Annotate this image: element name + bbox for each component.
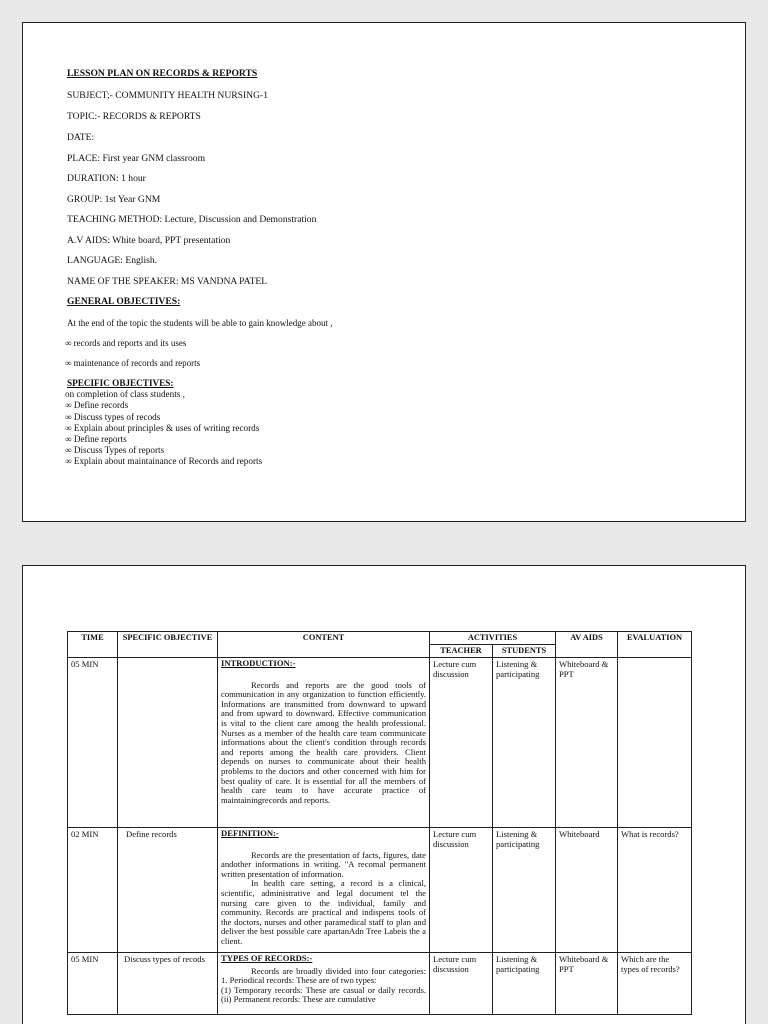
students-cell: Listening & participating (493, 658, 556, 828)
general-bullet: ∞ maintenance of records and reports (65, 358, 201, 368)
header-content: CONTENT (218, 632, 430, 658)
content-cell (218, 953, 430, 1015)
header-evaluation: EVALUATION (618, 632, 692, 658)
general-bullet: ∞ records and reports and its uses (65, 338, 187, 348)
group-line: GROUP: 1st Year GNM (67, 194, 161, 205)
teacher-cell: Lecture cum discussion (430, 828, 493, 953)
objective-cell (118, 658, 218, 828)
specific-line: on completion of class students , (65, 389, 185, 400)
specific-line: ∞ Define records (65, 400, 129, 411)
evaluation-cell (618, 658, 692, 828)
header-students: STUDENTS (493, 645, 556, 658)
page-2 (22, 565, 746, 1024)
avaids-cell: Whiteboard & PPT (556, 658, 618, 828)
header-activities: ACTIVITIES (430, 632, 556, 645)
header-objective: SPECIFIC OBJECTIVE (118, 632, 218, 658)
date-line: DATE: (67, 132, 95, 143)
table-row (68, 953, 692, 1015)
specific-line: ∞ Explain about maintainance of Records and reports (65, 456, 263, 467)
place-line: PLACE: First year GNM classroom (67, 153, 206, 164)
specific-line: ∞ Define reports (65, 434, 127, 445)
specific-line: ∞ Explain about principles & uses of writing records (65, 422, 260, 433)
lesson-title: LESSON PLAN ON RECORDS & REPORTS (67, 68, 258, 79)
content-title: INTRODUCTION:- (221, 658, 296, 668)
content-cell (218, 828, 430, 953)
general-objectives-text: At the end of the topic the students will be able to gain knowledge about , (67, 318, 333, 328)
content-body: (1) Temporary records: These are casual or daily records. (ii) Permanent records: These are cumulative (221, 984, 426, 1005)
general-objectives-heading: GENERAL OBJECTIVES: (67, 296, 181, 307)
teaching-method-line: TEACHING METHOD: Lecture, Discussion and Demonstration (67, 214, 317, 225)
specific-objectives-heading: SPECIFIC OBJECTIVES: (67, 378, 174, 388)
av-aids-line: A.V AIDS: White board, PPT presentation (67, 235, 231, 246)
evaluation-cell: What is records? (618, 828, 692, 953)
objective-cell: Define records (118, 828, 218, 953)
page-1 (22, 22, 746, 522)
time-cell: 02 MIN (68, 828, 118, 953)
content-title: TYPES OF RECORDS:- (221, 953, 313, 963)
students-cell: Listening & participating (493, 953, 556, 1015)
content-body: In health care setting, a record is a clinical, scientific, administrative and legal document tel the nursing care given to the individual, family and community. Records are practical and indispens tools of the doctors, nurses and other paramedical staff to plan and deliver the best possible care apartanAdn Tree Labeis the a client. (221, 878, 426, 946)
specific-line: ∞ Discuss Types of reports (65, 445, 165, 456)
language-line: LANGUAGE: English. (67, 255, 158, 266)
subject-line: SUBJECT;- COMMUNITY HEALTH NURSING-1 (67, 90, 269, 101)
specific-line: ∞ Discuss types of recods (65, 411, 161, 422)
teacher-cell: Lecture cum discussion (430, 953, 493, 1015)
duration-line: DURATION: 1 hour (67, 173, 146, 184)
content-body: Records and reports are the good tools of communication in any organization to function efficiently. Informations are transmitted from downward to upward and from upward to downward. Effective communication is vital to the client care among the health professional. Nurses as a member of the health care team communicate informations about the client's condition through records and reports among the health care providers. Client depends on nurses to communicate about their health problems to the doctors and other concerned with him for best quality of care. It is essential for all the members of health care team to have accurate practice of maintainingrecords and reports. (221, 679, 426, 805)
topic-line: TOPIC:- RECORDS & REPORTS (67, 111, 201, 122)
table-row (68, 828, 692, 953)
header-teacher: TEACHER (430, 645, 493, 658)
objective-cell: Discuss types of recods (118, 953, 218, 1015)
speaker-line: NAME OF THE SPEAKER: MS VANDNA PATEL (67, 276, 268, 287)
time-cell: 05 MIN (68, 953, 118, 1015)
teacher-cell: Lecture cum discussion (430, 658, 493, 828)
avaids-cell: Whiteboard (556, 828, 618, 953)
table-row (68, 658, 692, 828)
content-body: Records are broadly divided into four categories: 1. Periodical records: These are of two types: (221, 965, 426, 986)
lesson-table (67, 631, 692, 1015)
specific-objectives (65, 378, 262, 468)
avaids-cell: Whiteboard & PPT (556, 953, 618, 1015)
students-cell: Listening & participating (493, 828, 556, 953)
evaluation-cell: Which are the types of records? (618, 953, 692, 1015)
content-cell (218, 658, 430, 828)
content-body: Records are the presentation of facts, figures, date andother informations in writing. "A recomal permanent written presentation of information. (221, 849, 426, 879)
header-av-aids: AV AIDS (556, 632, 618, 658)
header-time: TIME (68, 632, 118, 658)
time-cell: 05 MIN (68, 658, 118, 828)
content-title: DEFINITION:- (221, 828, 279, 838)
